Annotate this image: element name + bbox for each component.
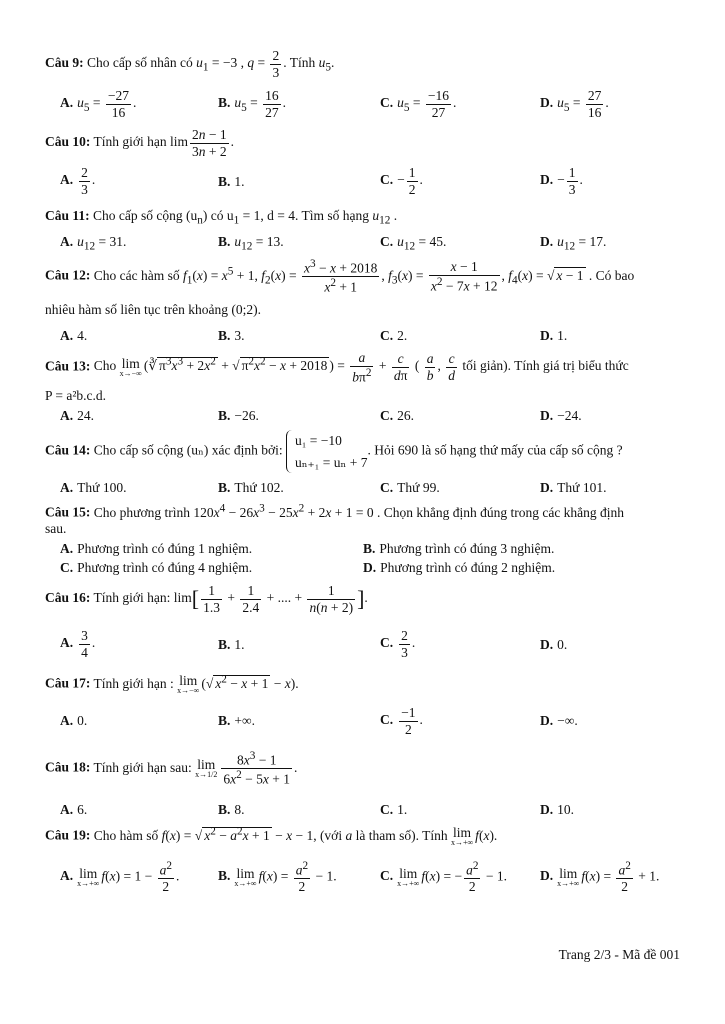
- question-11: [45, 208, 695, 227]
- option-c[interactable]: C. 26.: [380, 408, 414, 423]
- question-text: Cho cấp số cộng (uₙ) xác định bởi:: [93, 442, 283, 458]
- question-text: Cho phương trình $120x^4 - 26x^3 - 25x^2 + 2x + 1 = 0$ . Chọn khẳng định đúng trong các khẳng định: [93, 502, 625, 520]
- option-a[interactable]: A. $u_5$ = $\frac{-27}{16}$ .: [60, 88, 137, 120]
- option-c[interactable]: C. Phương trình có đúng 4 nghiệm.: [60, 560, 253, 575]
- option-d[interactable]: D. $u_{12} = 17$.: [540, 234, 607, 253]
- option-b[interactable]: B. Thứ 102.: [218, 480, 284, 495]
- option-a[interactable]: A. lim x→+∞ f(x) = 1 − $\frac{a^2}{2}$ .: [60, 860, 180, 895]
- option-b[interactable]: B. $u_5$ = $\frac{16}{27}$ .: [218, 88, 287, 120]
- option-d[interactable]: D. $u_5$ = $\frac{27}{16}$ .: [540, 88, 609, 120]
- option-c[interactable]: C. $\frac{2}{3}$ .: [380, 628, 416, 660]
- question-13: [45, 350, 695, 385]
- option-a[interactable]: A. 6.: [60, 802, 88, 817]
- option-c[interactable]: C. 1.: [380, 802, 408, 817]
- option-b[interactable]: B. 3.: [218, 328, 245, 343]
- option-a[interactable]: A. Phương trình có đúng 1 nghiệm.: [60, 541, 253, 556]
- question-14: Câu 14: Cho cấp số cộng (uₙ) xác định bởi: u₁ = −10 uₙ₊₁ = uₙ + 7. Hỏi 690 là số hạng thứ mấy của cấp số cộng ?: [45, 430, 695, 473]
- question-17: [45, 673, 695, 695]
- option-b[interactable]: B. 1.: [218, 637, 245, 652]
- question-label: Câu 17:: [45, 675, 91, 691]
- question-13-line2: P = a²b.c.d.: [45, 388, 107, 403]
- option-b[interactable]: B. +∞.: [218, 713, 256, 728]
- question-label: Câu 16:: [45, 590, 91, 606]
- option-b[interactable]: B. $u_{12} = 13$.: [218, 234, 284, 253]
- question-10: [45, 127, 695, 159]
- option-c[interactable]: C. − $\frac{1}{2}$ .: [380, 165, 423, 197]
- question-text: Tính giới hạn sau: lim x→1/2 $\frac{8x^3 - 1}{6x^2 - 5x + 1}$ .: [93, 750, 298, 787]
- question-19: [45, 825, 695, 847]
- question-16: [45, 583, 695, 615]
- option-b[interactable]: B. lim x→+∞ f(x) = $\frac{a^2}{2}$ − 1.: [218, 860, 337, 895]
- option-d[interactable]: D. −∞.: [540, 713, 578, 728]
- question-label: Câu 19:: [45, 827, 91, 843]
- option-b[interactable]: B. Phương trình có đúng 3 nghiệm.: [363, 541, 555, 556]
- question-9: [45, 48, 695, 80]
- option-b[interactable]: B. 8.: [218, 802, 245, 817]
- question-label: Câu 14:: [45, 442, 91, 458]
- page-footer: Trang 2/3 - Mã đề 001: [558, 947, 680, 962]
- recurrence-system: u₁ = −10 uₙ₊₁ = uₙ + 7: [286, 430, 368, 473]
- question-text: Cho cấp số cộng $(u_n)$ có $u_1 = 1$, d = 4. Tìm số hạng $u_{12}$ .: [93, 208, 398, 227]
- option-c[interactable]: C. lim x→+∞ f(x) = − $\frac{a^2}{2}$ − 1.: [380, 860, 507, 895]
- question-12-line2: nhiêu hàm số liên tục trên khoảng (0;2).: [45, 302, 261, 317]
- question-12: [45, 258, 695, 295]
- option-a[interactable]: A. $\frac{3}{4}$ .: [60, 628, 96, 660]
- option-c[interactable]: C. Thứ 99.: [380, 480, 440, 495]
- question-label: Câu 15:: [45, 504, 91, 520]
- question-text: Cho cấp số nhân có $u_1 = -3$ , q = $\frac{2}{3}$ . Tính $u_5$.: [87, 48, 335, 80]
- option-d[interactable]: D. −24.: [540, 408, 582, 423]
- option-a[interactable]: A. $\frac{2}{3}$ .: [60, 165, 96, 197]
- question-label: Câu 9:: [45, 55, 84, 71]
- option-c[interactable]: C. 2.: [380, 328, 408, 343]
- option-b[interactable]: B. −26.: [218, 408, 259, 423]
- option-b[interactable]: B. 1.: [218, 174, 245, 189]
- question-text: Cho các hàm số $f_1(x) = x^5 + 1$, $f_2(x)$ = $\frac{x^3 - x + 2018}{x^2 + 1}$ , $f_3(x)$ = $\frac{x - 1}{x^2 - 7x + 12}$ , $f_4(x)$ = √ x − 1 . Có bao: [93, 258, 635, 295]
- question-text: Cho lim x→−∞ (∛ $\pi^3x^3 + 2x^2$ + √ $\pi^2x^2 - x + 2018$ ) = $\frac{a}{b\pi^2}$ + $\frac{c}{d\pi}$ ( $\frac{a}{b}$ , $\frac{c}{d}$ tối giản). Tính giá trị biểu thức: [93, 350, 629, 385]
- option-d[interactable]: D. 1.: [540, 328, 568, 343]
- option-a[interactable]: A. 24.: [60, 408, 94, 423]
- question-15-line2: sau.: [45, 521, 67, 536]
- option-c[interactable]: C. $\frac{-1}{2}$ .: [380, 705, 423, 737]
- question-label: Câu 13:: [45, 358, 91, 374]
- question-label: Câu 10:: [45, 134, 91, 150]
- option-d[interactable]: D. lim x→+∞ f(x) = $\frac{a^2}{2}$ + 1.: [540, 860, 660, 895]
- question-text: Cho hàm số f(x) = √ $x^2 - a^2x + 1 - x - 1$, (với a là tham số). Tính lim x→+∞ f(x).: [93, 824, 498, 848]
- option-d[interactable]: D. Phương trình có đúng 2 nghiệm.: [363, 560, 556, 575]
- option-d[interactable]: D. Thứ 101.: [540, 480, 607, 495]
- question-label: Câu 18:: [45, 759, 91, 775]
- question-text: Tính giới hạn : lim x→−∞ (√ $x^2 - x + 1 - x$).: [93, 672, 299, 696]
- question-label: Câu 12:: [45, 267, 91, 283]
- option-d[interactable]: D. 10.: [540, 802, 574, 817]
- question-label: Câu 11:: [45, 208, 90, 223]
- option-a[interactable]: A. 0.: [60, 713, 88, 728]
- question-15: [45, 502, 695, 521]
- option-a[interactable]: A. Thứ 100.: [60, 480, 127, 495]
- question-text: Tính giới hạn lim $\frac{2n - 1}{3n + 2}$ .: [93, 127, 235, 159]
- option-d[interactable]: D. 0.: [540, 637, 568, 652]
- option-a[interactable]: A. $u_{12} = 31$.: [60, 234, 127, 253]
- option-c[interactable]: C. $u_{12} = 45$.: [380, 234, 447, 253]
- question-18: [45, 750, 695, 787]
- question-text: Tính giới hạn: lim[ $\frac{1}{1.3}$ + $\frac{1}{2.4}$ + .... + $\frac{1}{n(n + 2)}$ ].: [93, 583, 368, 615]
- option-a[interactable]: A. 4.: [60, 328, 88, 343]
- option-d[interactable]: D. − $\frac{1}{3}$ .: [540, 165, 583, 197]
- option-c[interactable]: C. $u_5$ = $\frac{-16}{27}$ .: [380, 88, 457, 120]
